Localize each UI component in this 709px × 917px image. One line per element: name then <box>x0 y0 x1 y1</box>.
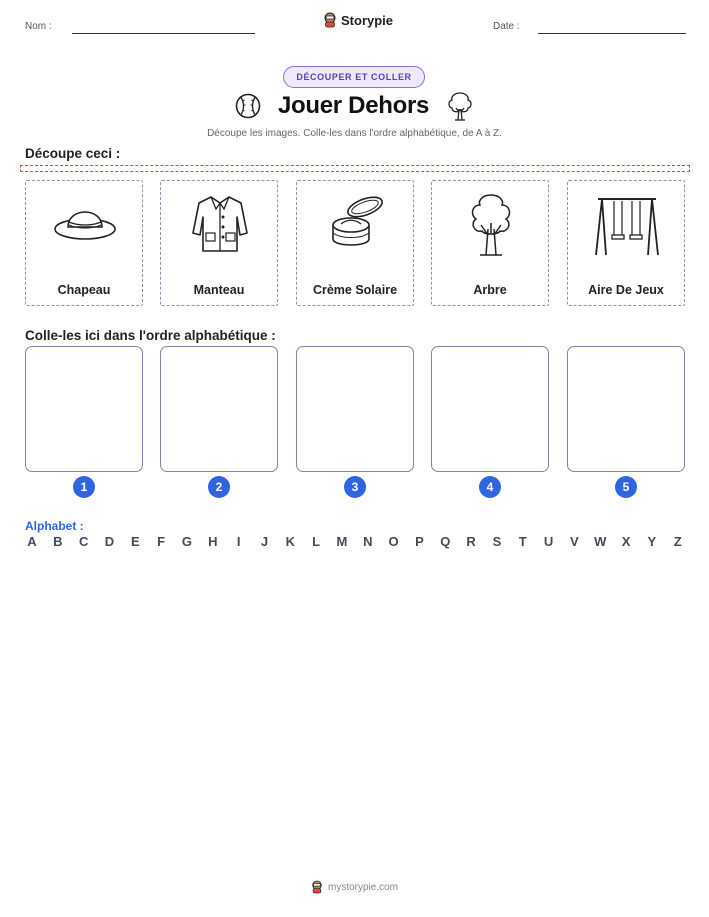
order-number-badge: 4 <box>479 476 501 498</box>
order-number-badge: 1 <box>73 476 95 498</box>
alphabet-letter: Y <box>647 534 657 549</box>
alphabet-letter: K <box>285 534 295 549</box>
brand-logo <box>323 12 393 28</box>
card-label: Crème Solaire <box>312 283 398 297</box>
paste-section-title: Colle-les ici dans l'ordre alphabétique : <box>25 328 276 343</box>
footer <box>0 880 709 894</box>
alphabet-letter: N <box>363 534 373 549</box>
activity-type-badge: DÉCOUPER ET COLLER <box>283 66 425 88</box>
card-label: Aire De Jeux <box>588 283 664 297</box>
sunscreen-jar-icon <box>321 189 391 259</box>
alphabet-letter: P <box>415 534 424 549</box>
alphabet-letter: C <box>78 534 89 549</box>
alphabet-letter: Q <box>440 534 451 549</box>
date-label: Date : <box>493 21 520 32</box>
paste-box-4[interactable] <box>431 346 549 472</box>
paste-box-3[interactable] <box>296 346 414 472</box>
page-title: Jouer Dehors <box>277 92 430 119</box>
order-number-badge: 3 <box>344 476 366 498</box>
baseball-icon <box>234 92 262 120</box>
tree-icon <box>445 90 475 122</box>
alphabet-letter: V <box>570 534 579 549</box>
alphabet-letter: D <box>104 534 115 549</box>
cut-card-tree[interactable] <box>431 180 549 306</box>
cut-card-coat[interactable] <box>160 180 278 306</box>
alphabet-letter: Z <box>673 534 682 549</box>
alphabet-letter: G <box>181 534 193 549</box>
name-label: Nom : <box>25 21 52 32</box>
hat-icon <box>50 189 120 259</box>
order-number-badge: 2 <box>208 476 230 498</box>
alphabet-letter: E <box>130 534 140 549</box>
paste-box-2[interactable] <box>160 346 278 472</box>
alphabet-letter: T <box>518 534 527 549</box>
cut-card-sunscreen[interactable] <box>296 180 414 306</box>
footer-url[interactable]: mystorypie.com <box>327 881 398 893</box>
alphabet-letter: J <box>260 534 269 549</box>
name-line[interactable] <box>72 33 255 34</box>
alphabet-letter: O <box>388 534 399 549</box>
cut-card-playground[interactable] <box>567 180 685 306</box>
storypie-mascot-icon <box>323 12 337 28</box>
cut-section-title: Découpe ceci : <box>25 146 121 161</box>
alphabet-letter: H <box>208 534 218 549</box>
alphabet-letter: S <box>492 534 502 549</box>
card-label: Arbre <box>473 283 507 297</box>
card-label: Chapeau <box>57 283 111 297</box>
date-line[interactable] <box>538 33 686 34</box>
cut-line <box>20 165 690 172</box>
alphabet-title: Alphabet : <box>25 519 84 533</box>
storypie-mascot-icon <box>311 880 323 894</box>
paste-box-1[interactable] <box>25 346 143 472</box>
tree-drawing-icon <box>456 189 526 259</box>
instructions: Découpe les images. Colle-les dans l'ordre alphabétique, de A à Z. <box>207 128 502 139</box>
alphabet-letter: A <box>27 534 37 549</box>
card-label: Manteau <box>193 283 245 297</box>
alphabet-letter: B <box>53 534 63 549</box>
alphabet-letter: R <box>466 534 476 549</box>
title-row <box>0 90 709 122</box>
swing-set-icon <box>592 189 662 259</box>
alphabet-letter: I <box>236 534 241 549</box>
cut-card-hat[interactable] <box>25 180 143 306</box>
alphabet-letter: F <box>157 534 166 549</box>
alphabet-letter: M <box>336 534 348 549</box>
alphabet-row <box>25 534 685 549</box>
brand-name: Storypie <box>341 12 394 28</box>
order-number-badge: 5 <box>615 476 637 498</box>
alphabet-letter: X <box>621 534 631 549</box>
alphabet-letter: L <box>312 534 321 549</box>
alphabet-letter: W <box>594 534 607 549</box>
paste-box-5[interactable] <box>567 346 685 472</box>
alphabet-letter: U <box>543 534 554 549</box>
coat-icon <box>185 189 255 259</box>
